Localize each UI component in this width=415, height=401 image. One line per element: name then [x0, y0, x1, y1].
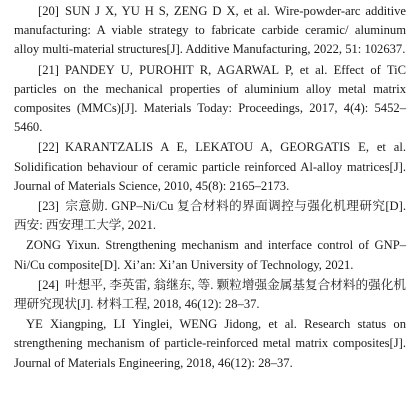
reference-entry-22 [14, 138, 406, 196]
reference-number: [21] [38, 62, 59, 77]
reference-entry-23 [14, 197, 406, 235]
reference-number: [20] [38, 4, 59, 18]
reference-text: 宗意勋. GNP–Ni/Cu 复合材料的界面调控与强化机理研究[D]. 西安: 西安理工大学, 2021. [14, 199, 406, 233]
reference-translation-24 [14, 315, 406, 373]
reference-entry-24 [14, 276, 406, 314]
reference-entry-21 [14, 61, 406, 138]
reference-text: PANDEY U, PUROHIT R, AGARWAL P, et al. Effect of TiC particles on the mechanical properties of aluminium alloy metal matrix composites (MMCs)[J]. Materials Today: Proceedings, 2017, 4(4): 5452–5460. [14, 62, 406, 135]
reference-translation-23 [14, 236, 406, 274]
reference-number: [23] [38, 199, 59, 214]
reference-translation-text: ZONG Yixun. Strengthening mechanism and interface control of GNP–Ni/Cu composite[D]. Xi’an: Xi’an University of Technology, 2021. [14, 238, 406, 272]
reference-text: 叶想平, 李英雷, 翁继东, 等. 颗粒增强金属基复合材料的强化机理研究现状[J]. 材料工程, 2018, 46(12): 28–37. [14, 277, 406, 312]
reference-text: SUN J X, YU H S, ZENG D X, et al. Wire-powder-arc additive manufacturing: A viable strategy to fabricate carbide ceramic/ aluminum alloy multi-material structures[J]. Additive Manufacturing, 2022, 51: 102637. [14, 4, 406, 57]
reference-number: [24] [38, 277, 59, 292]
reference-text: KARANTZALIS A E, LEKATOU A, GEORGATIS E, et al. Solidification behaviour of ceramic particle reinforced Al-alloy matrices[J]. Journal of Materials Science, 2010, 45(8): 2165–2173. [14, 140, 406, 193]
reference-entry-20 [14, 2, 406, 60]
reference-translation-text: YE Xiangping, LI Yinglei, WENG Jidong, et al. Research status on strengthening mechanism of particle-reinforced metal matrix composites[J]. Journal of Materials Engineering, 2018, 46(12): 28–37. [14, 317, 406, 370]
reference-number: [22] [38, 140, 59, 155]
